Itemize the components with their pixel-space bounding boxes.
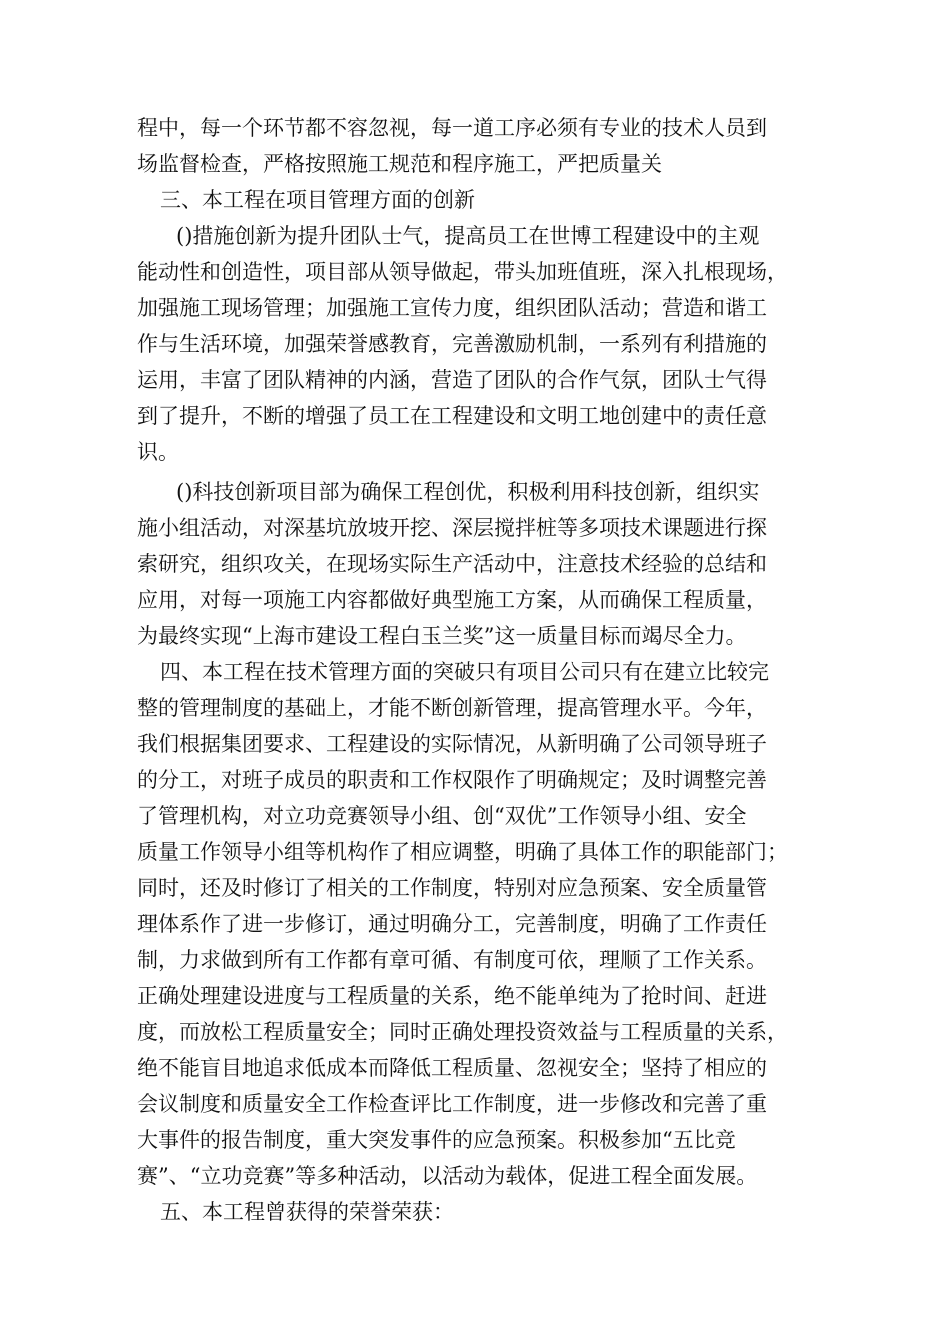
section-heading: 四、本工程在技术管理方面的突破只有项目公司只有在建立比较完 [160, 660, 769, 684]
text-line: 程中，每一个环节都不容忽视，每一道工序必须有专业的技术人员到 [137, 116, 767, 140]
text-line: 制，力求做到所有工作都有章可循、有制度可依，理顺了工作关系。 [137, 948, 767, 972]
text-line: 正确处理建设进度与工程质量的关系，绝不能单纯为了抢时间、赶进 [137, 984, 767, 1008]
text-line: 作与生活环境，加强荣誉感教育，完善激励机制，一系列有利措施的 [137, 332, 767, 356]
text-line: 加强施工现场管理；加强施工宣传力度，组织团队活动；营造和谐工 [137, 296, 767, 320]
text-line: 理体系作了进一步修订，通过明确分工，完善制度，明确了工作责任 [137, 912, 767, 936]
text-line: 为最终实现“上海市建设工程白玉兰奖”这一质量目标而竭尽全力。 [137, 624, 747, 648]
text-line: 会议制度和质量安全工作检查评比工作制度，进一步修改和完善了重 [137, 1092, 767, 1116]
text-line: 索研究，组织攻关，在现场实际生产活动中，注意技术经验的总结和 [137, 552, 767, 576]
text-line: 识。 [137, 440, 179, 464]
text-line: 绝不能盲目地追求低成本而降低工程质量、忽视安全；坚持了相应的 [137, 1056, 767, 1080]
section-heading: 五、本工程曾获得的荣誉荣获： [160, 1200, 454, 1224]
text-line: 整的管理制度的基础上，才能不断创新管理，提高管理水平。今年， [137, 696, 767, 720]
text-line: 了管理机构，对立功竞赛领导小组、创“双优”工作领导小组、安全 [137, 804, 747, 828]
text-line: 同时，还及时修订了相关的工作制度，特别对应急预案、安全质量管 [137, 876, 767, 900]
text-line: 我们根据集团要求、工程建设的实际情况，从新明确了公司领导班子 [137, 732, 767, 756]
text-line: 到了提升，不断的增强了员工在工程建设和文明工地创建中的责任意 [137, 404, 767, 428]
text-line: 度，而放松工程质量安全；同时正确处理投资效益与工程质量的关系， [137, 1020, 788, 1044]
text-line: 运用，丰富了团队精神的内涵，营造了团队的合作气氛，团队士气得 [137, 368, 767, 392]
text-line: 的分工，对班子成员的职责和工作权限作了明确规定；及时调整完善 [137, 768, 767, 792]
text-line: 能动性和创造性，项目部从领导做起，带头加班值班，深入扎根现场， [137, 260, 788, 284]
text-line: 施小组活动，对深基坑放坡开挖、深层搅拌桩等多项技术课题进行探 [137, 516, 767, 540]
text-line: ()措施创新为提升团队士气，提高员工在世博工程建设中的主观 [176, 224, 760, 248]
text-line: 质量工作领导小组等机构作了相应调整，明确了具体工作的职能部门； [137, 840, 788, 864]
text-line: ()科技创新项目部为确保工程创优，积极利用科技创新，组织实 [176, 480, 760, 504]
text-line: 赛”、“立功竞赛”等多种活动，以活动为载体，促进工程全面发展。 [137, 1164, 758, 1188]
section-heading: 三、本工程在项目管理方面的创新 [160, 188, 475, 212]
text-line: 场监督检查，严格按照施工规范和程序施工，严把质量关 [137, 152, 662, 176]
text-line: 大事件的报告制度，重大突发事件的应急预案。积极参加“五比竞 [137, 1128, 736, 1152]
text-line: 应用，对每一项施工内容都做好典型施工方案，从而确保工程质量， [137, 588, 767, 612]
